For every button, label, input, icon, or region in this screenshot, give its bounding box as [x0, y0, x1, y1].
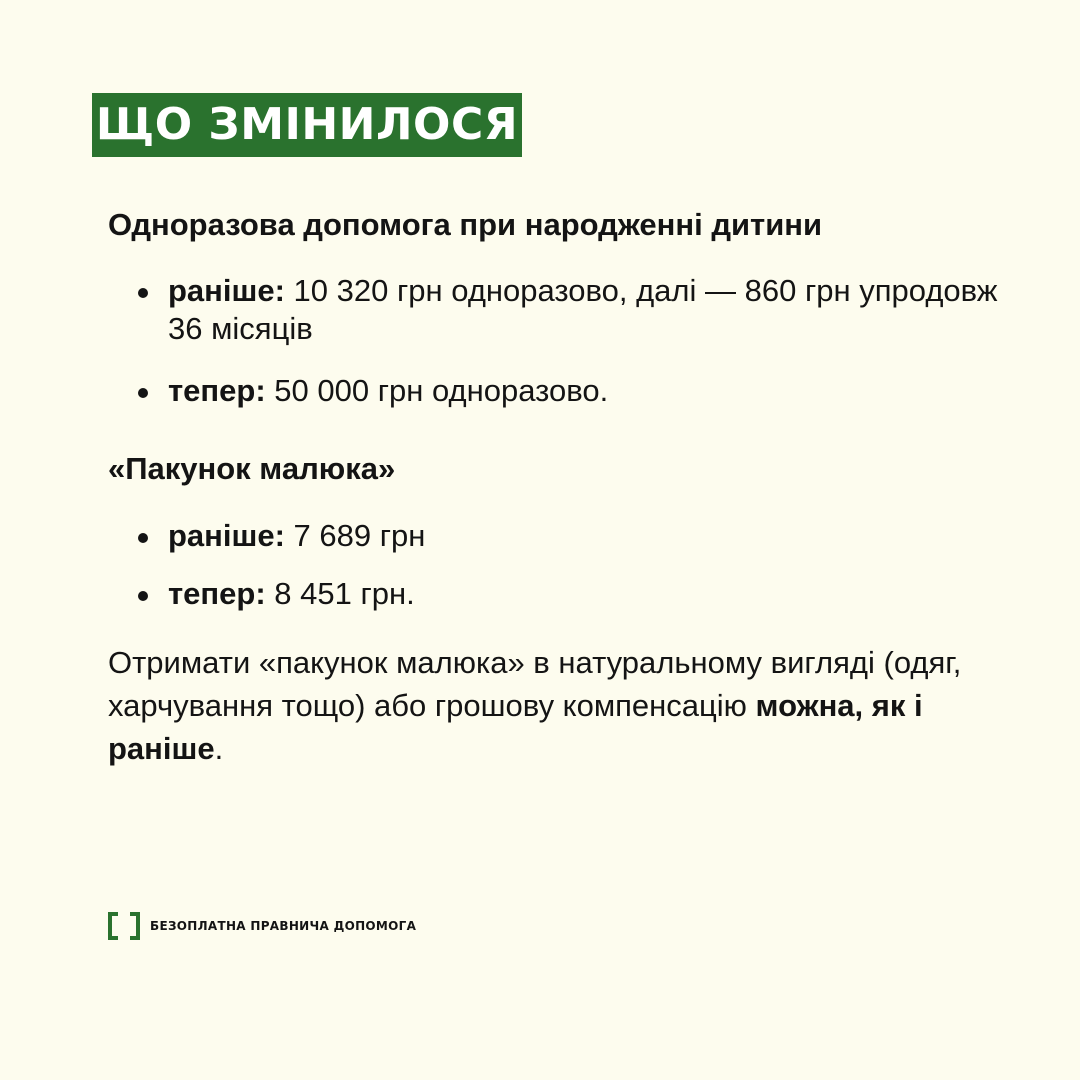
bullet-value: 10 320 грн одноразово, далі — 860 грн упродовж 36 місяців — [168, 273, 998, 346]
list-item — [138, 575, 1018, 615]
bullet-label: тепер: — [168, 373, 266, 408]
bullet-label: раніше: — [168, 518, 285, 553]
info-paragraph — [108, 641, 968, 770]
bullet-value: 50 000 грн одноразово. — [274, 373, 609, 408]
bullet-icon — [138, 288, 148, 298]
section-heading-birth-aid: Одноразова допомога при народженні дитини — [108, 207, 823, 242]
paragraph-text: Отримати «пакунок малюка» в натуральному вигляді (одяг, харчування тощо) або грошову компенсацію — [108, 645, 962, 723]
bullet-text — [168, 272, 1018, 348]
bullet-icon — [138, 533, 148, 543]
page-title: ЩО ЗМІНИЛОСЯ — [95, 99, 519, 150]
bullet-text — [168, 372, 1018, 410]
paragraph-end: . — [214, 731, 224, 766]
logo-text: БЕЗОПЛАТНА ПРАВНИЧА ДОПОМОГА — [150, 919, 417, 933]
bullet-icon — [138, 388, 148, 398]
list-item — [138, 517, 1018, 557]
list-item — [138, 372, 1018, 412]
organization-logo — [108, 912, 416, 940]
brackets-logo-icon — [130, 912, 140, 940]
title-banner — [92, 93, 522, 157]
bullet-text — [168, 517, 1018, 555]
bullet-value: 7 689 грн — [293, 518, 426, 553]
paragraph-bold: можна, як і раніше — [108, 688, 923, 766]
list-item — [138, 272, 1018, 352]
bullet-text — [168, 575, 1018, 613]
bullet-label: раніше: — [168, 273, 285, 308]
bullet-icon — [138, 591, 148, 601]
brackets-logo-icon — [108, 912, 118, 940]
section-heading-baby-package: «Пакунок малюка» — [108, 451, 396, 486]
bullet-label: тепер: — [168, 576, 266, 611]
bullet-value: 8 451 грн. — [274, 576, 415, 611]
